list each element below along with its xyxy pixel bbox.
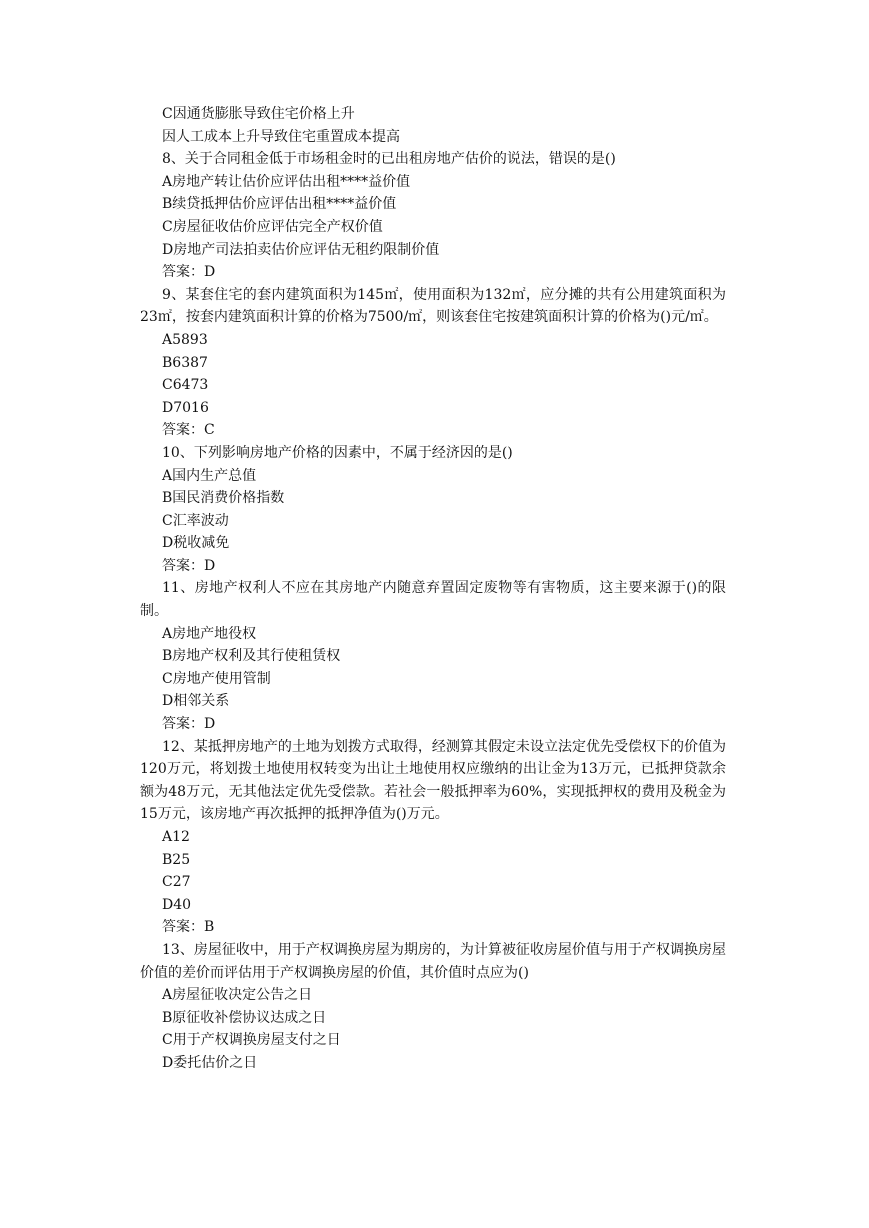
question-11: 11、房地产权利人不应在其房地产内随意弃置固定废物等有害物质，这主要来源于()的限制。	[140, 580, 726, 620]
option-line: D房地产司法拍卖估价应评估无租约限制价值	[162, 241, 440, 258]
option-line: D委托估价之日	[162, 1054, 258, 1071]
option-line: A国内生产总值	[162, 467, 257, 484]
option-line: B6387	[162, 354, 208, 371]
option-line: C房地产使用管制	[162, 670, 271, 687]
option-line: B国民消费价格指数	[162, 490, 285, 507]
answer-line: 答案：B	[162, 919, 215, 936]
option-line: B续贷抵押估价应评估出租****益价值	[162, 196, 397, 213]
answer-line: 答案：D	[162, 557, 216, 574]
option-line: B原征收补偿协议达成之日	[162, 1009, 327, 1026]
option-line: D相邻关系	[162, 693, 230, 710]
option-line: D税收减免	[162, 535, 230, 552]
option-line: D7016	[162, 399, 209, 416]
option-line: A5893	[162, 331, 208, 348]
option-line: A房地产转让估价应评估出租****益价值	[162, 173, 411, 190]
option-line: C房屋征收估价应评估完全产权价值	[162, 218, 383, 235]
answer-line: 答案：D	[162, 716, 216, 733]
option-line: B房地产权利及其行使租赁权	[162, 648, 341, 665]
question-12: 12、某抵押房地产的土地为划拨方式取得，经测算其假定未设立法定优先受偿权下的价值为120万元，将划拨土地使用权转变为出让土地使用权应缴纳的出让金为13万元，已抵押贷款余额为48万元，无其他法定优先受偿款。若社会一般抵押率为60%，实现抵押权的费用及税金为15万元，该房地产再次抵押的抵押净值为()万元。	[140, 738, 726, 823]
question-9: 9、某套住宅的套内建筑面积为145㎡，使用面积为132㎡，应分摊的共有公用建筑面积为23㎡，按套内建筑面积计算的价格为7500/㎡，则该套住宅按建筑面积计算的价格为()元/㎡。	[140, 286, 726, 326]
option-line: C6473	[162, 377, 209, 394]
option-line: C27	[162, 874, 191, 891]
option-line: D40	[162, 896, 192, 913]
answer-line: 答案：C	[162, 422, 215, 439]
answer-line: 答案：D	[162, 264, 216, 281]
option-line: 因人工成本上升导致住宅重置成本提高	[162, 128, 400, 145]
option-line: C用于产权调换房屋支付之日	[162, 1032, 341, 1049]
option-line: B25	[162, 851, 191, 868]
question-10: 10、下列影响房地产价格的因素中，不属于经济因的是()	[162, 444, 513, 461]
option-line: A12	[162, 829, 190, 845]
document-body	[140, 103, 726, 1075]
question-13: 13、房屋征收中，用于产权调换房屋为期房的，为计算被征收房屋价值与用于产权调换房屋价值的差价而评估用于产权调换房屋的价值，其价值时点应为()	[140, 941, 726, 981]
option-line: A房屋征收决定公告之日	[162, 987, 313, 1004]
option-line: C因通货膨胀导致住宅价格上升	[162, 106, 355, 122]
option-line: C汇率波动	[162, 512, 229, 529]
option-line: A房地产地役权	[162, 625, 257, 642]
question-8: 8、关于合同租金低于市场租金时的已出租房地产估价的说法，错误的是()	[162, 151, 616, 168]
